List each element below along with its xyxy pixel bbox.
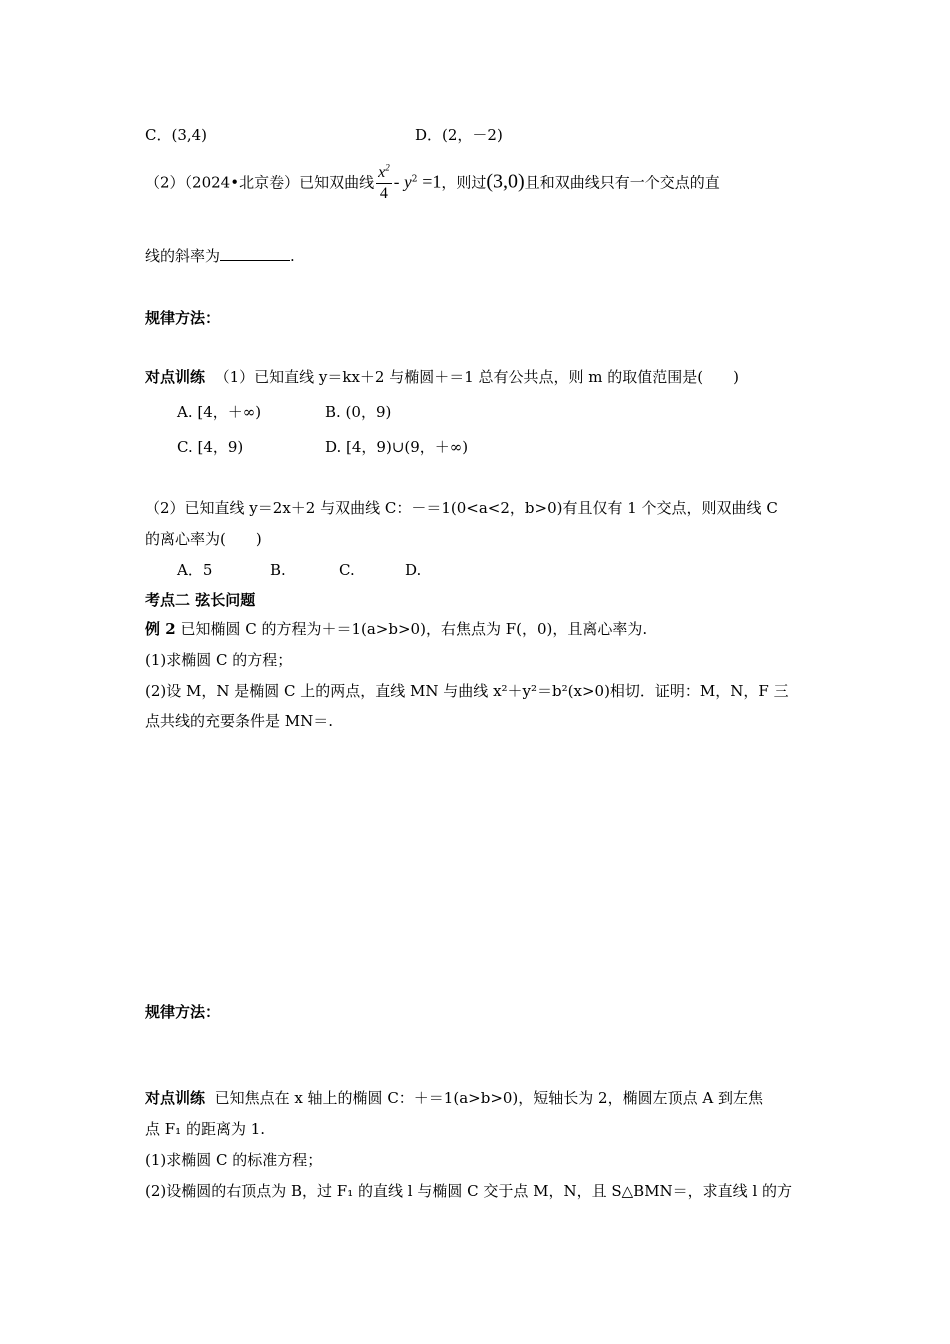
point-3-0: (3,0) — [486, 170, 525, 193]
practice-label-2: 对点训练 — [145, 1089, 206, 1107]
practice-1-q2-line1: （2）已知直线 y＝2x＋2 与双曲线 C：－＝1(0<a<2，b>0)有且仅有 1 个交点，则双曲线 C — [145, 499, 778, 517]
q2-prefix: （2）（2024 — [145, 173, 231, 192]
q2-mid: ，则过 — [441, 173, 487, 192]
practice-1-q2-option-b: B. — [270, 561, 286, 579]
equals-one: =1 — [422, 171, 442, 192]
q2-minus: - — [393, 172, 400, 192]
example-label: 例 2 — [145, 620, 176, 638]
q2-suffix: 且和双曲线只有一个交点的直 — [524, 173, 720, 192]
option-c: C．(3,4) — [145, 126, 208, 144]
method-heading-2: 规律方法： — [145, 1003, 221, 1021]
practice-2-text: 已知焦点在 x 轴上的椭圆 C：＋＝1(a>b>0)，短轴长为 2，椭圆左顶点 A 到左焦 — [214, 1089, 763, 1107]
answer-blank — [220, 248, 290, 261]
practice-label-1: 对点训练 — [145, 368, 206, 386]
y-term: y — [404, 172, 412, 192]
practice-2-part-1: (1)求椭圆 C 的标准方程； — [145, 1151, 323, 1169]
example-text: 已知椭圆 C 的方程为＋＝1(a>b>0)，右焦点为 F(，0)，且离心率为. — [180, 620, 648, 638]
question-2-line2 — [145, 248, 295, 264]
practice-2-line2: 点 F₁ 的距离为 1. — [145, 1120, 266, 1138]
practice-1-q2-option-a: A．5 — [177, 561, 213, 579]
practice-1-option-a: A. [4，＋∞) — [177, 403, 262, 421]
example-2-part-1: (1)求椭圆 C 的方程； — [145, 651, 293, 669]
option-d: D．(2，－2) — [415, 126, 503, 144]
practice-2-line1 — [145, 1091, 763, 1106]
question-2-line1: （2）（2024•北京卷）已知双曲线 $\frac{x^2}{4}$ - $y^2 =1$，则过(3,0)且和双曲线只有一个交点的直 — [145, 162, 720, 202]
frac-numerator: x — [378, 164, 386, 181]
practice-1-q1-text: （1）已知直线 y＝kx＋2 与椭圆＋＝1 总有公共点，则 m 的取值范围是( ) — [214, 368, 739, 386]
practice-1-q2-option-d: D. — [405, 561, 422, 579]
q2-line2-end: . — [290, 247, 295, 265]
practice-2-part-2: (2)设椭圆的右顶点为 B，过 F₁ 的直线 l 与椭圆 C 交于点 M，N，且 S△BMN＝，求直线 l 的方 — [145, 1182, 793, 1200]
q2-line2-text: 线的斜率为 — [145, 247, 221, 265]
example-2-part-2-line1: (2)设 M，N 是椭圆 C 上的两点，直线 MN 与曲线 x²＋y²＝b²(x>0)相切．证明：M，N，F 三 — [145, 682, 789, 700]
practice-1-option-b: B. (0，9) — [325, 403, 392, 421]
q2-source: 北京卷）已知双曲线 — [239, 173, 375, 192]
practice-1-option-c: C. [4，9) — [177, 438, 244, 456]
practice-1-q2-option-c: C. — [339, 561, 355, 579]
example-2 — [145, 622, 647, 637]
frac-denominator: 4 — [379, 185, 388, 202]
section-2-title: 考点二 弦长问题 — [145, 591, 256, 609]
practice-1-q1 — [145, 370, 739, 385]
example-2-part-2-line2: 点共线的充要条件是 MN＝. — [145, 712, 334, 730]
method-heading-1: 规律方法： — [145, 309, 221, 327]
practice-1-q2-line2: 的离心率为( ) — [145, 530, 262, 548]
x2-over-4-fraction: $\frac{x^2}{4}$ — [378, 162, 390, 202]
q2-dot: • — [230, 173, 240, 192]
practice-1-option-d: D. [4，9)∪(9，＋∞) — [325, 438, 469, 456]
